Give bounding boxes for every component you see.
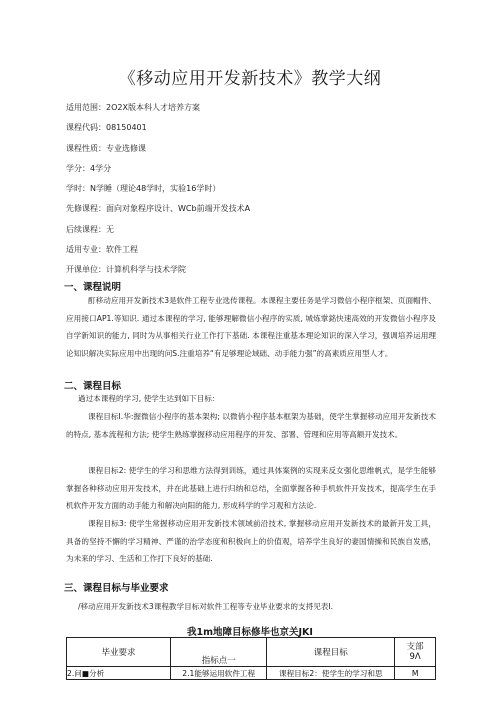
meta-unit: 开课单位：计算机科学与技术学院 — [66, 265, 186, 275]
cell-support: M — [395, 667, 436, 680]
header-requirement: 毕业要求 — [67, 638, 171, 667]
meta-scope: 适用范围：2O2X版本科人才培养方案 — [66, 103, 200, 112]
header-support — [395, 638, 436, 667]
meta-nature: 课程性质：专业选修课 — [66, 143, 146, 153]
paragraph-objectives-intro: 過过本课程的学习, 使学生达到如下目标： — [78, 394, 220, 403]
header-course-goal: 课程目标 — [267, 638, 395, 667]
table-caption: 我1m地障目标修毕也京关JKI — [187, 627, 313, 638]
header-support-sub: 9Λ — [409, 652, 421, 662]
section-heading-graduation-requirements: 三、课程目标与毕业要求 — [64, 583, 169, 594]
paragraph-objective-3: 课程目标3: 使学生常握移动应用开发新技术领域前沿技术, 掌握移动应用开发新技术的最新开发工具，具备的坚持不懈的学习精神、严谨的治学态度和积极向上的价值观，培养学生良好的妻国情操和民族自发感，为未来的学习、生活和工作打下良好的基础. — [66, 519, 436, 564]
meta-major: 适用专业：软件工程 — [66, 245, 138, 255]
paragraph-course-description: 酊移动应用开发新技术3是软件工程专业选传课程。本课程主要任务是学习微信小程序框架、页面帽件、应用接口AP1.等知识. 通过本课程的学习, 能够理解微信小程序的实质, 城炼掌銘快速高效的开发微信小程序及自学新知识的能力, 同时为从事相关行业工作打下基础. 本课程注重基本理论知识的深入学习，强调培养运用理论知识解决实际应用中出现的问S.注重培养“有足够理论域础、动手能力强”的高素质应用型人才。 — [66, 296, 436, 358]
meta-prerequisites: 先修课程：面向对象程序设计、WCb前端开发技术A — [66, 204, 251, 214]
cell-requirement: 2.问■分析 — [67, 667, 171, 680]
course-meta — [66, 98, 250, 281]
document-title: 《移动应用开发新技术》教学大纲 — [118, 69, 382, 89]
cell-course-goal: 课程目标2：使学生的学习和思 — [267, 667, 395, 680]
section-heading-course-objectives: 二、课程目标 — [64, 381, 122, 392]
header-support-label: 支部 — [406, 642, 424, 652]
paragraph-objective-2: 课程目标2: 使学生的学习和思维方法得到训练，通过具体案例的实现来反女强化思维帆式，是学生能够掌握各种移动应用开发技术，并在此基础上进行归纳和总结，全面掌握各种手机软件开发技术，提高学生在手机软件开发方面的动手能力和解决向阳的能力, 形成科学的学习观和方法论. — [66, 466, 436, 511]
paragraph-table-intro: /移动应用开发新技术3课程教学目标对软件工程等专业毕业要求的支捋见表I. — [78, 602, 334, 611]
header-indicator: 指标点一 — [171, 638, 267, 667]
meta-followup: 后续课程：无 — [66, 224, 114, 234]
cell-indicator: 2.1能够运用软件工程 — [171, 667, 267, 680]
section-heading-course-description: 一、课程说明 — [64, 282, 122, 293]
requirements-table — [66, 637, 436, 680]
table-header-row — [67, 638, 436, 667]
paragraph-objective-1: 课程目标I.华:握微信小程序的基本架构; 以微俏小程序基本框架为基础，使学生掌握移动应用开发新技术的特点, 基本流程和方法; 使学生熟练掌握移动应用程序的开发、部署、管理和应用等高额开发技术。 — [66, 412, 436, 439]
table-row — [67, 667, 436, 680]
meta-code: 课程代码：08150401 — [66, 123, 147, 133]
meta-hours: 学时：N学睡（理论48学时，实验16学时） — [66, 184, 221, 194]
meta-credits: 学分：4学分 — [66, 163, 112, 173]
